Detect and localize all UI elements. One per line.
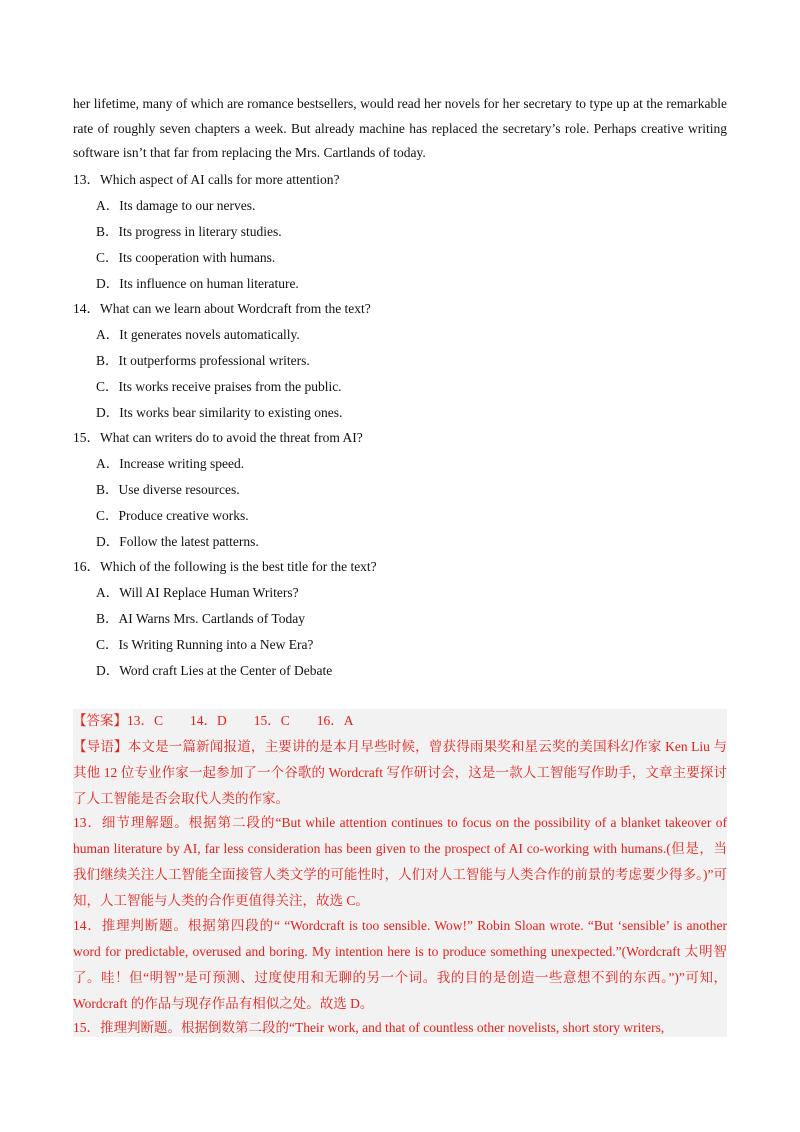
question-16-option-a: A．Will AI Replace Human Writers? xyxy=(96,585,299,600)
question-14-stem: 14．What can we learn about Wordcraft from the text? xyxy=(73,301,371,316)
question-16-stem: 16．Which of the following is the best title for the text? xyxy=(73,559,377,574)
passage-text: her lifetime, many of which are romance bestsellers, would read her novels for her secretary to type up at the remarkable rate of roughly seven chapters a week. But already machine has replaced the secretary’s role. Perhaps creative writing software isn’t that far from replacing the Mrs. Cartlands of today. xyxy=(73,96,727,160)
question-14-option-c: C．Its works receive praises from the public. xyxy=(96,379,342,394)
question-15-option-a: A．Increase writing speed. xyxy=(96,456,245,471)
guide-label: 【导语】 xyxy=(73,739,128,754)
explanation-14 xyxy=(73,913,727,1017)
explanation-13 xyxy=(73,810,727,914)
question-14-option-a: A．It generates novels automatically. xyxy=(96,327,300,342)
question-13-stem: 13．Which aspect of AI calls for more attention? xyxy=(73,172,340,187)
question-14-option-d: D．Its works bear similarity to existing ones. xyxy=(96,405,343,420)
question-16-option-b: B．AI Warns Mrs. Cartlands of Today xyxy=(96,611,305,626)
question-13-option-a: A．Its damage to our nerves. xyxy=(96,198,256,213)
question-15-option-c: C．Produce creative works. xyxy=(96,508,249,523)
passage-paragraph xyxy=(73,92,727,166)
explanation-15 xyxy=(73,1015,727,1039)
question-15-option-d: D．Follow the latest patterns. xyxy=(96,534,259,549)
question-15-option-b: B．Use diverse resources. xyxy=(96,482,240,497)
question-16-option-c: C．Is Writing Running into a New Era? xyxy=(96,637,314,652)
question-15-stem: 15．What can writers do to avoid the threat from AI? xyxy=(73,430,363,445)
question-13-option-b: B．Its progress in literary studies. xyxy=(96,224,282,239)
answer-line xyxy=(73,708,727,734)
question-13-option-c: C．Its cooperation with humans. xyxy=(96,250,276,265)
answer-label: 【答案】 xyxy=(73,713,127,728)
question-13-option-d: D．Its influence on human literature. xyxy=(96,276,299,291)
explanation-15-text: 15．推理判断题。根据倒数第二段的“Their work, and that of countless other novelists, short story writers, xyxy=(73,1020,665,1035)
explanation-14-text: 14．推理判断题。根据第四段的“ “Wordcraft is too sensible. Wow!” Robin Sloan wrote. “But ‘sensible’ is another word for predictable, overused and boring. My intention here is to produce something unexpected.”(Wordcraft 太明智了。哇！但“明智”是可预测、过度使用和无聊的另一个词。我的目的是创造一些意想不到的东西。”)”可知，Wordcraft 的作品与现存作品有相似之处。故选 D。 xyxy=(73,918,727,1011)
question-16-option-d: D．Word craft Lies at the Center of Debate xyxy=(96,663,333,678)
answer-text: 13．C 14．D 15．C 16．A xyxy=(127,713,354,728)
guide-paragraph xyxy=(73,734,727,812)
explanation-13-text: 13．细节理解题。根据第二段的“But while attention continues to focus on the possibility of a blanket takeover of human literature by AI, far less consideration has been given to the prospect of AI co-working with humans.(但是，当我们继续关注人工智能全面接管人类文学的可能性时，人们对人工智能与人类合作的前景的考虑要少得多。)”可知，人工智能与人类的合作更值得关注，故选 C。 xyxy=(73,815,727,908)
guide-text: 本文是一篇新闻报道，主要讲的是本月早些时候，曾获得雨果奖和星云奖的美国科幻作家 Ken Liu 与其他 12 位专业作家一起参加了一个谷歌的 Wordcraft 写作研讨会，这是一款人工智能写作助手，文章主要探讨了人工智能是否会取代人类的作家。 xyxy=(73,739,727,806)
question-14-option-b: B．It outperforms professional writers. xyxy=(96,353,310,368)
